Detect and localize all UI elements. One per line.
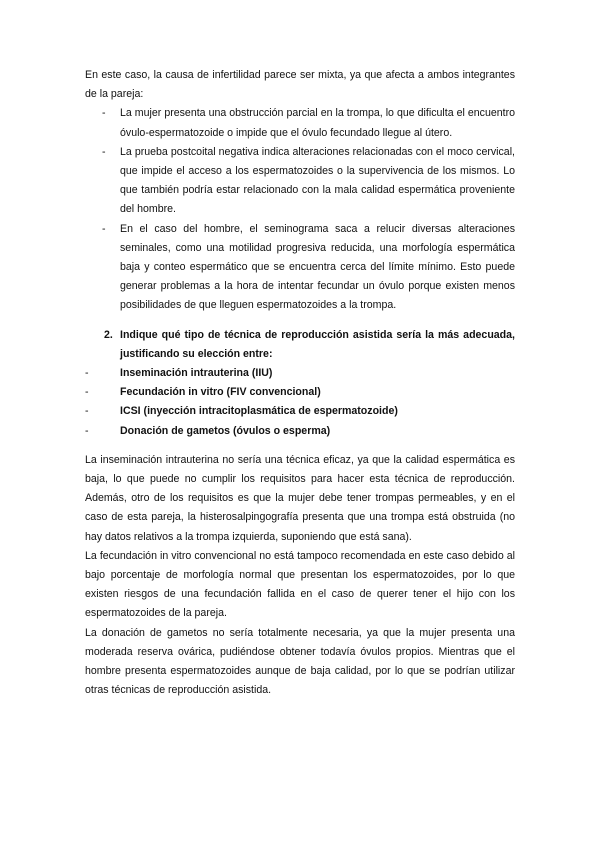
- bullet-dash: -: [102, 222, 106, 235]
- bullet-dash: -: [85, 386, 89, 399]
- option-text: Fecundación in vitro (FIV convencional): [120, 386, 321, 399]
- bullet-dash: -: [85, 424, 89, 437]
- options-list: [85, 364, 515, 441]
- list-item-text: En el caso del hombre, el seminograma saca a relucir diversas alteraciones seminales, como una motilidad progresiva reducida, una morfología espermática baja y conteo espermático que se encuentra cerca del límite mínimo. Esto puede generar problemas a la hora de intentar fecundar un óvulo porque existen menos posibilidades de que lleguen espermatozoides a la trompa.: [120, 222, 515, 312]
- answer-paragraph-donation: La donación de gametos no sería totalmente necesaria, ya que la mujer presenta una moderada reserva ovárica, pudiéndose obtener todavía óvulos propios. Mientras que el hombre presenta espermatozoides aunque de baja calidad, por lo que se podrían utilizar otras técnicas de reproducción asistida.: [85, 626, 515, 697]
- bullet-dash: -: [102, 145, 106, 158]
- causes-list: [85, 104, 515, 315]
- list-item-text: La prueba postcoital negativa indica alteraciones relacionadas con el moco cervical, que impide el acceso a los espermatozoides o la supervivencia de los mismos. Lo que también podría estar relacionado con la mala calidad espermática proveniente del hombre.: [120, 145, 515, 216]
- question-text: Indique qué tipo de técnica de reproducción asistida sería la más adecuada, justificando su elección entre:: [120, 328, 515, 360]
- bullet-dash: -: [85, 405, 89, 418]
- bullet-dash: -: [102, 107, 106, 120]
- list-item: [85, 220, 515, 316]
- bullet-dash: -: [85, 367, 89, 380]
- intro-paragraph: En este caso, la causa de infertilidad parece ser mixta, ya que afecta a ambos integrantes de la pareja:: [85, 69, 515, 101]
- question-number: 2.: [104, 328, 113, 341]
- answer-paragraph-iiu: La inseminación intrauterina no sería una técnica eficaz, ya que la calidad espermática es baja, lo que puede no cumplir los requisitos para hacer esta técnica de reproducción. Además, otro de los requisitos es que la mujer debe tener trompas permeables, y en el caso de esta pareja, la histerosalpingografía presenta que una trompa está obstruida (no hay datos relativos a la trompa izquierda, suponiendo que está sana).: [85, 453, 515, 543]
- list-item: [85, 143, 515, 220]
- page-content: [85, 66, 515, 701]
- option-text: Inseminación intrauterina (IIU): [120, 367, 273, 380]
- list-item: [85, 422, 515, 441]
- answer-section: [85, 451, 515, 701]
- option-text: Donación de gametos (óvulos o esperma): [120, 424, 331, 437]
- list-item: [85, 104, 515, 142]
- option-text: ICSI (inyección intracitoplasmática de espermatozoide): [120, 405, 398, 418]
- list-item: [85, 383, 515, 402]
- question-heading: [85, 326, 515, 364]
- list-item: [85, 402, 515, 421]
- answer-paragraph-fiv: La fecundación in vitro convencional no está tampoco recomendada en este caso debido al bajo porcentaje de morfología normal que presentan los espermatozoides, por lo que existen riesgos de una fecundación fallida en el caso de querer tener el hijo con los espermatozoides de la pareja.: [85, 549, 515, 620]
- list-item: [85, 364, 515, 383]
- list-item-text: La mujer presenta una obstrucción parcial en la trompa, lo que dificulta el encuentro óvulo-espermatozoide o impide que el óvulo fecundado llegue al útero.: [120, 107, 515, 139]
